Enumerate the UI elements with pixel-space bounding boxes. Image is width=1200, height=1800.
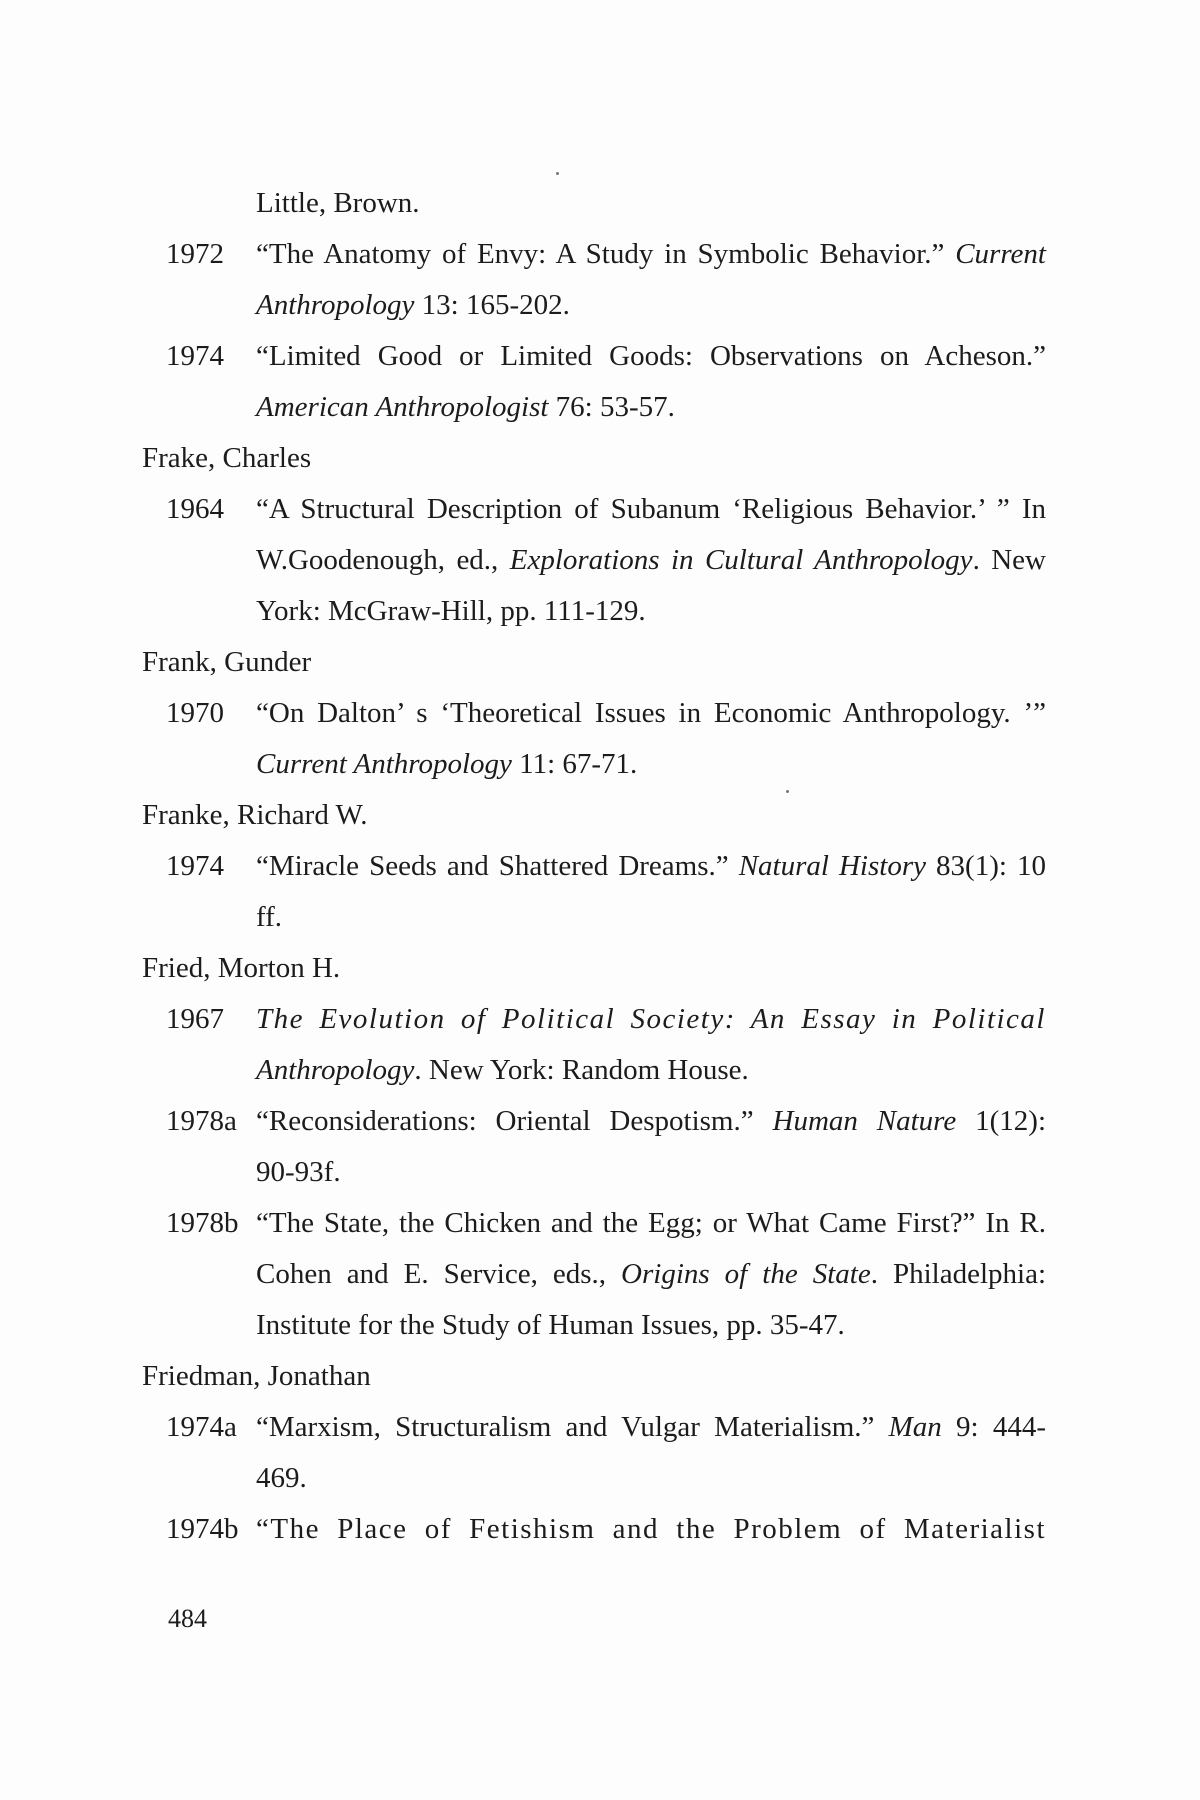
entry-continuation [256,899,1046,935]
author-heading [142,1358,371,1394]
scan-speck [786,790,789,793]
italic-title: Current Anthropology [256,748,512,780]
text-segment: W.Goodenough, ed., [256,544,510,576]
entry-text [256,695,1046,731]
entry-year: 1964 [166,493,224,525]
italic-title: Origins of the State [621,1258,871,1290]
entry-continuation [256,746,1046,782]
text-segment: “Reconsiderations: Oriental Despotism.” [256,1105,773,1137]
italic-title: Current [955,238,1046,270]
italic-title: American Anthropologist [256,391,549,423]
entry-continuation [256,1154,1046,1190]
entry-text [256,338,1046,374]
text-segment: 83(1): 10 [926,850,1046,882]
text-segment: . New York: Random House. [414,1054,749,1086]
text-segment: “The Anatomy of Envy: A Study in Symbolic Behavior.” [256,238,956,270]
text-segment: York: McGraw-Hill, pp. 111-129. [256,595,646,627]
italic-title: Anthropology [256,289,415,321]
entry-continuation [256,1460,1046,1496]
entry-text [256,236,1046,272]
entry-continuation [256,593,1046,629]
text-segment: “Marxism, Structuralism and Vulgar Materialism.” [256,1411,889,1443]
entry-year: 1974 [166,340,224,372]
entry-continuation [256,287,1046,323]
text-segment: Frank, Gunder [142,646,312,678]
scan-speck [556,172,559,175]
text-segment: Franke, Richard W. [142,799,368,831]
text-segment: Institute for the Study of Human Issues, pp. 35-47. [256,1309,845,1341]
entry-continuation [256,542,1046,578]
text-segment: . New [972,544,1046,576]
italic-title: Explorations in Cultural Anthropology [509,544,973,576]
text-segment: “Miracle Seeds and Shattered Dreams.” [256,850,739,882]
text-segment: “The Place of Fetishism and the Problem of Materialist [256,1513,1046,1545]
entry-year: 1978a [166,1105,237,1137]
entry-text [256,848,1046,884]
text-segment: 11: 67-71. [511,748,638,780]
entry-year: 1974a [166,1411,237,1443]
text-segment: 90-93f. [256,1156,341,1188]
entry-year: 1970 [166,697,224,729]
entry-text [256,1205,1046,1241]
text-segment: Fried, Morton H. [142,952,341,984]
entry-year: 1974b [166,1513,239,1545]
text-segment: Frake, Charles [142,442,312,474]
entry-continuation [256,1052,1046,1088]
entry-continuation [256,1307,1046,1343]
text-segment: 9: 444- [941,1411,1046,1443]
text-segment: 76: 53-57. [548,391,675,423]
italic-title: The Evolution of Political Society: An Essay in Political [256,1003,1046,1035]
page-number: 484 [168,1604,207,1633]
entry-text [256,1511,1046,1547]
italic-title: Man [888,1411,942,1443]
text-segment: Little, Brown. [256,187,420,219]
entry-continuation [256,185,1046,221]
author-heading [142,440,311,476]
text-segment: “The State, the Chicken and the Egg; or What Came First?” In R. [256,1207,1046,1239]
italic-title: Natural History [738,850,926,882]
entry-year: 1972 [166,238,224,270]
text-segment: “On Dalton’ s ‘Theoretical Issues in Economic Anthropology. ’” [256,697,1046,729]
entry-year: 1967 [166,1003,224,1035]
text-segment: 1(12): [956,1105,1046,1137]
text-segment: “Limited Good or Limited Goods: Observations on Acheson.” [256,340,1046,372]
text-segment: . Philadelphia: [870,1258,1047,1290]
italic-title: Human Nature [772,1105,957,1137]
entry-continuation [256,389,1046,425]
text-segment: “A Structural Description of Subanum ‘Religious Behavior.’ ” In [256,493,1046,525]
entry-text [256,1001,1046,1037]
text-segment: ff. [256,901,283,933]
author-heading [142,950,340,986]
entry-year: 1978b [166,1207,239,1239]
entry-text [256,491,1046,527]
text-segment: 469. [256,1462,307,1494]
text-segment: 13: 165-202. [414,289,570,321]
author-heading [142,797,368,833]
text-segment: Cohen and E. Service, eds., [256,1258,622,1290]
entry-year: 1974 [166,850,224,882]
entry-text [256,1409,1046,1445]
entry-text [256,1103,1046,1139]
entry-continuation [256,1256,1046,1292]
text-segment: Friedman, Jonathan [142,1360,371,1392]
italic-title: Anthropology [256,1054,415,1086]
author-heading [142,644,311,680]
